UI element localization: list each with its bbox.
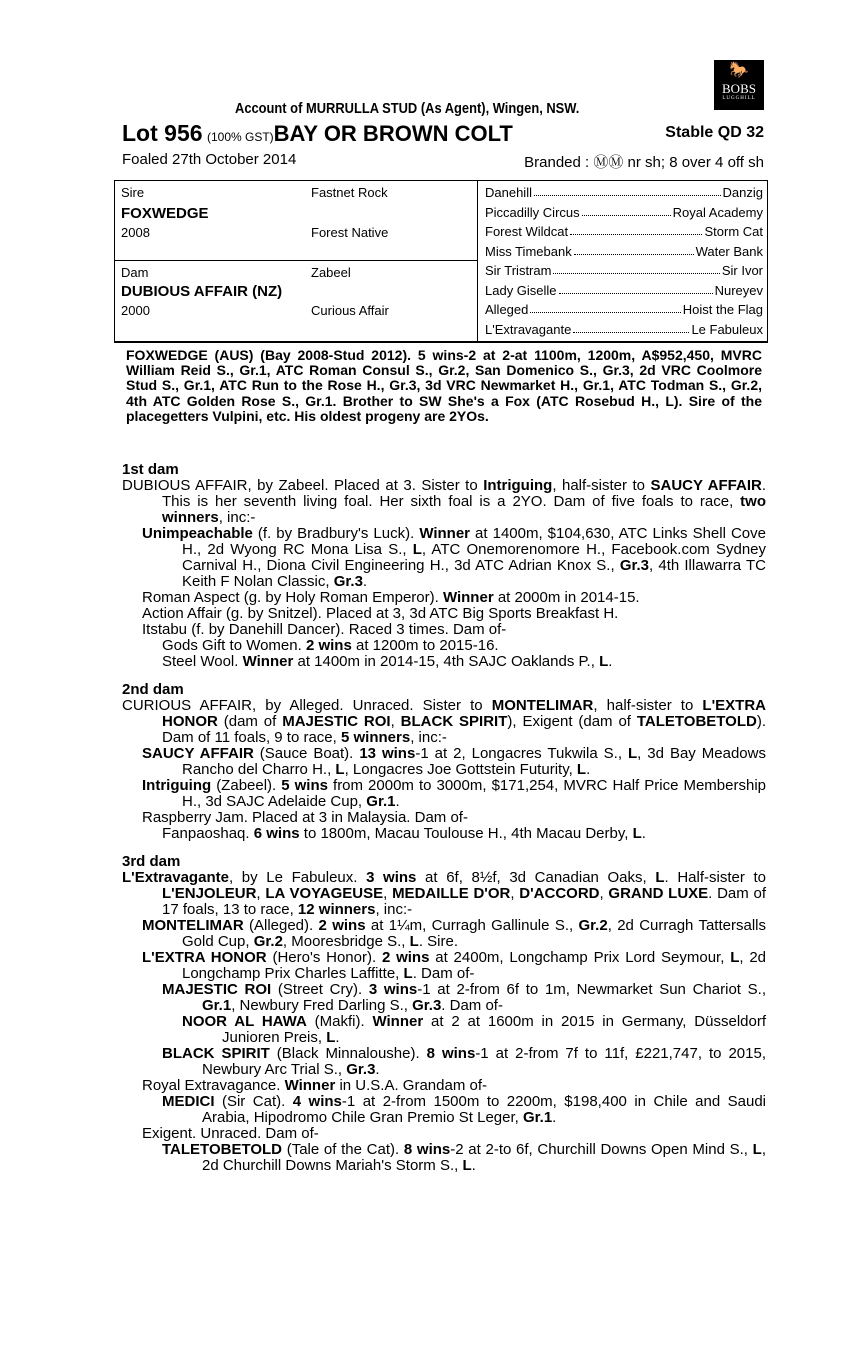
text: (Street Cry). <box>271 981 369 998</box>
pedigree-entry <box>122 590 766 606</box>
pedigree-table <box>114 180 768 343</box>
bold-text: 4 wins <box>292 1093 342 1110</box>
bold-text: L'ENJOLEUR <box>162 885 257 902</box>
pedigree-entry <box>122 778 766 810</box>
bold-text: L <box>752 1141 762 1158</box>
leader-dots <box>582 205 671 216</box>
ancestor-name: Miss Timebank <box>485 243 572 259</box>
pedigree-entry <box>122 982 766 1014</box>
dam-name: DUBIOUS AFFAIR (NZ) <box>121 283 283 300</box>
text: (Sauce Boat). <box>253 745 360 762</box>
text: ). Dam of 11 foals, 9 to race, <box>162 713 767 746</box>
ancestor-sire: Sir Ivor <box>721 263 763 278</box>
text: Gods Gift to Women. <box>162 637 306 654</box>
text: -1 at 2-from 1500m to 2200m, $198,400 in Chile and Saudi Arabia, Hipodromo Chile Gran Premio St Leger, <box>202 1093 766 1126</box>
pedigree-entry <box>122 1078 766 1094</box>
pedigree-entry <box>122 1094 766 1126</box>
bold-text: Winner <box>419 525 471 542</box>
bold-text: Gr.1 <box>522 1109 553 1126</box>
text: , <box>599 885 609 902</box>
pedigree-entry <box>122 526 766 590</box>
text: , Mooresbridge S., <box>282 933 410 950</box>
bold-text: L'EXTRA HONOR <box>142 949 267 966</box>
logo-text: BOBS <box>722 81 756 96</box>
text: , ATC Onemorenomore H., Facebook.com Sydney Carnival H., Diona Civil Engineering H., 3d ATC Adrian Knox S., <box>182 541 767 574</box>
sire-name: FOXWEDGE <box>121 205 209 222</box>
bold-text: TALETOBETOLD <box>162 1141 282 1158</box>
pedigree-entry <box>122 746 766 778</box>
bold-text: GRAND LUXE <box>608 885 709 902</box>
family-details <box>122 462 766 1174</box>
ancestor-row <box>485 322 763 337</box>
bold-text: L'EXTRA HONOR <box>162 697 766 730</box>
section-heading: 2nd dam <box>122 681 184 698</box>
text: -1 at 2-from 7f to 11f, £221,747, to 2015, Newbury Arc Trial S., <box>202 1045 767 1078</box>
pedigree-entry <box>122 810 766 826</box>
ancestor-row <box>485 302 763 317</box>
text: Itstabu (f. by Danehill Dancer). Raced 3 times. Dam of- <box>142 621 507 638</box>
ancestor-sire: Danzig <box>722 185 763 200</box>
text: at 1200m to 2015-16. <box>351 637 499 654</box>
sire-year: 2008 <box>121 225 150 240</box>
horse-description: BAY OR BROWN COLT <box>273 121 513 146</box>
bold-text: L <box>599 653 609 670</box>
text: . <box>608 653 613 670</box>
pedigree-entry <box>122 1014 766 1046</box>
bold-text: 8 wins <box>426 1045 476 1062</box>
bold-text: L <box>326 1029 336 1046</box>
ancestor-row <box>485 224 763 239</box>
text: . <box>362 573 368 590</box>
ancestor-name: L'Extravagante <box>485 321 572 337</box>
text: Raspberry Jam. Placed at 3 in Malaysia. Dam of- <box>142 809 468 826</box>
text: -2 at 2-to 6f, Churchill Downs Open Mind S., <box>450 1141 753 1158</box>
bold-text: L'Extravagante <box>122 869 229 886</box>
text: . <box>335 1029 340 1046</box>
text: , 2d Curragh Tattersalls Gold Cup, <box>182 917 766 950</box>
text: ), Exigent (dam of <box>507 713 637 730</box>
text: at 1¼m, Curragh Gallinule S., <box>365 917 579 934</box>
ancestor-name: Sir Tristram <box>485 263 552 278</box>
ancestor-sire: Hoist the Flag <box>682 302 763 317</box>
text: Action Affair (g. by Snitzel). Placed at 3, 3d ATC Big Sports Breakfast H. <box>142 605 619 622</box>
text: , inc:- <box>375 901 413 918</box>
ancestor-sire: Royal Academy <box>672 204 763 220</box>
bold-text: Intriguing <box>142 777 212 794</box>
text: at 2400m, Longchamp Prix Lord Seymour, <box>429 949 731 966</box>
text: to 1800m, Macau Toulouse H., 4th Macau Derby, <box>299 825 633 842</box>
text: from 2000m to 3000m, $171,254, MVRC Half Price Membership H., 3d SAJC Adelaide Cup, <box>182 777 766 810</box>
bold-text: 2 wins <box>381 949 430 966</box>
ancestor-row <box>485 283 763 298</box>
text: . <box>375 1061 380 1078</box>
bold-text: 2 wins <box>318 917 366 934</box>
ancestor-row <box>485 205 763 220</box>
brand-info: Branded : ⓂⓂ nr sh; 8 over 4 off sh <box>524 154 764 171</box>
bobs-logo <box>714 60 764 110</box>
text: , half-sister to <box>552 477 651 494</box>
text: (Zabeel). <box>211 777 282 794</box>
text: at 1400m in 2014-15, 4th SAJC Oaklands P., <box>293 653 600 670</box>
text: in U.S.A. Grandam of- <box>335 1077 488 1094</box>
ancestor-name: Danehill <box>485 185 532 200</box>
bold-text: 12 winners <box>297 901 376 918</box>
leader-dots <box>559 283 713 294</box>
bold-text: Winner <box>284 1077 336 1094</box>
ancestor-name: Alleged <box>485 302 529 317</box>
text: CURIOUS AFFAIR, by Alleged. Unraced. Sister to <box>122 697 492 714</box>
bold-text: 6 wins <box>253 825 300 842</box>
dam-label: Dam <box>121 265 149 280</box>
foaled-date: Foaled 27th October 2014 <box>122 151 297 168</box>
pedigree-entry <box>122 478 766 526</box>
bold-text: MEDAILLE D'OR <box>392 885 511 902</box>
bold-text: LA VOYAGEUSE <box>265 885 384 902</box>
text: , Newbury Fred Darling S., <box>231 997 413 1014</box>
text: (Makfi). <box>306 1013 373 1030</box>
leader-dots <box>553 263 719 274</box>
bold-text: L <box>627 745 638 762</box>
dam-dam: Curious Affair <box>311 303 389 318</box>
text: , 3d Bay Meadows Rancho del Charro H., <box>182 745 766 778</box>
bold-text: L <box>730 949 740 966</box>
text: , inc:- <box>218 509 256 526</box>
text: , <box>510 885 520 902</box>
ancestor-sire: Le Fabuleux <box>691 321 763 337</box>
bold-text: L <box>335 761 345 778</box>
bold-text: L <box>632 825 642 842</box>
text: at 2000m in 2014-15. <box>493 589 640 606</box>
text: , Longacres Joe Gottstein Futurity, <box>344 761 577 778</box>
bold-text: Winner <box>372 1013 424 1030</box>
text: . Half-sister to <box>664 869 766 886</box>
text: (Alleged). <box>243 917 319 934</box>
sire-sire: Fastnet Rock <box>311 185 388 200</box>
text: Royal Extravagance. <box>142 1077 285 1094</box>
text: (Sir Cat). <box>214 1093 293 1110</box>
bold-text: 13 wins <box>359 745 416 762</box>
ancestor-row <box>485 263 763 278</box>
pedigree-entry <box>122 638 766 654</box>
text: , 2d Longchamp Prix Charles Laffitte, <box>182 949 767 982</box>
text: . This is her seventh living foal. Her sixth foal is a 2YO. Dam of five foals to race, <box>162 477 767 510</box>
ancestor-name: Lady Giselle <box>485 282 557 298</box>
ancestor-row <box>485 185 763 200</box>
ancestor-name: Forest Wildcat <box>485 224 569 239</box>
bold-text: NOOR AL HAWA <box>182 1013 307 1030</box>
text: Steel Wool. <box>162 653 243 670</box>
bold-text: Gr.3 <box>412 997 442 1014</box>
bold-text: L <box>576 761 587 778</box>
bold-text: 5 winners <box>340 729 411 746</box>
leader-dots <box>574 244 694 255</box>
text: , <box>256 885 266 902</box>
text: , <box>390 713 401 730</box>
bold-text: MEDICI <box>162 1093 215 1110</box>
bold-text: TALETOBETOLD <box>636 713 757 730</box>
divider <box>477 181 478 341</box>
text: . <box>552 1109 557 1126</box>
pedigree-entry <box>122 622 766 638</box>
text: . <box>641 825 646 842</box>
bold-text: Intriguing <box>483 477 553 494</box>
pedigree-entry <box>122 1126 766 1142</box>
text: , 4th Illawarra TC Keith F Nolan Classic, <box>182 557 766 590</box>
bold-text: D'ACCORD <box>519 885 600 902</box>
dam-sire: Zabeel <box>311 265 351 280</box>
bold-text: SAUCY AFFAIR <box>650 477 762 494</box>
text: -1 at 2, Longacres Tukwila S., <box>415 745 628 762</box>
ancestor-row <box>485 244 763 259</box>
text: (Hero's Honor). <box>266 949 382 966</box>
text: at 6f, 8½f, 3d Canadian Oaks, <box>416 869 656 886</box>
bold-text: 5 wins <box>281 777 328 794</box>
text: , half-sister to <box>593 697 703 714</box>
text: (f. by Bradbury's Luck). <box>252 525 420 542</box>
text: -1 at 2-from 6f to 1m, Newmarket Sun Chariot S., <box>417 981 766 998</box>
text: . Sire. <box>418 933 458 950</box>
bold-text: SAUCY AFFAIR <box>142 745 254 762</box>
dam-year: 2000 <box>121 303 150 318</box>
text: (dam of <box>217 713 283 730</box>
bold-text: Gr.1 <box>202 997 232 1014</box>
text: DUBIOUS AFFAIR, by Zabeel. Placed at 3. Sister to <box>122 477 484 494</box>
text: , inc:- <box>410 729 447 746</box>
bold-text: L <box>412 541 422 558</box>
section-heading: 1st dam <box>122 461 179 478</box>
section-heading: 3rd dam <box>122 853 181 870</box>
lot-header <box>122 120 764 146</box>
ancestor-sire: Water Bank <box>695 243 763 259</box>
bold-text: Winner <box>242 653 294 670</box>
bold-text: BLACK SPIRIT <box>400 713 508 730</box>
text: . <box>586 761 591 778</box>
pedigree-entry <box>122 1046 766 1078</box>
pedigree-entry <box>122 698 766 746</box>
bold-text: Gr.2 <box>578 917 608 934</box>
leader-dots <box>530 302 680 313</box>
bold-text: MAJESTIC ROI <box>162 981 272 998</box>
text: . Dam of- <box>441 997 503 1014</box>
ancestor-name: Piccadilly Circus <box>485 204 580 220</box>
pedigree-entry <box>122 654 766 670</box>
bold-text: L <box>462 1157 472 1174</box>
bold-text: 3 wins <box>366 869 417 886</box>
divider <box>115 260 477 261</box>
bold-text: Gr.1 <box>366 793 396 810</box>
bold-text: L <box>403 965 413 982</box>
pedigree-entry <box>122 1142 766 1174</box>
bold-text: L <box>655 869 665 886</box>
text: at 1400m, $104,630, ATC Links Shell Cove H., 2d Wyong RC Mona Lisa S., <box>182 525 766 558</box>
bold-text: Gr.3 <box>346 1061 376 1078</box>
text: , by Le Fabuleux. <box>228 869 367 886</box>
logo-subtext: LUGGHILL <box>722 96 756 101</box>
pedigree-entry <box>122 826 766 842</box>
text: Exigent. Unraced. Dam of- <box>142 1125 319 1142</box>
bold-text: two winners <box>162 493 766 526</box>
bold-text: L <box>409 933 419 950</box>
sire-label: Sire <box>121 185 145 200</box>
text: . <box>395 793 400 810</box>
bold-text: Gr.2 <box>253 933 283 950</box>
pedigree-entry <box>122 870 766 918</box>
text: . Dam of 17 foals, 13 to race, <box>162 885 766 918</box>
bold-text: 2 wins <box>305 637 352 654</box>
bold-text: 8 wins <box>403 1141 451 1158</box>
text: (Black Minnaloushe). <box>269 1045 427 1062</box>
bold-text: MAJESTIC ROI <box>282 713 391 730</box>
text: Roman Aspect (g. by Holy Roman Emperor). <box>142 589 443 606</box>
bold-text: MONTELIMAR <box>142 917 244 934</box>
text: at 2 at 1600m in 2015 in Germany, Düsseldorf Junioren Preis, <box>222 1013 766 1046</box>
pedigree-entry <box>122 950 766 982</box>
leader-dots <box>534 185 721 196</box>
bold-text: Gr.3 <box>333 573 363 590</box>
text: , 2d Churchill Downs Mariah's Storm S., <box>202 1141 766 1174</box>
text: . <box>471 1157 476 1174</box>
bold-text: BLACK SPIRIT <box>162 1045 270 1062</box>
stable-location: Stable QD 32 <box>665 124 764 141</box>
ancestor-sire: Storm Cat <box>704 224 763 239</box>
bold-text: 3 wins <box>368 981 418 998</box>
vendor-account: Account of MURRULLA STUD (As Agent), Wingen, NSW. <box>235 100 580 117</box>
sire-summary: FOXWEDGE (AUS) (Bay 2008-Stud 2012). 5 wins-2 at 2-at 1100m, 1200m, A$952,450, MVRC William Reid S., Gr.1, ATC Roman Consul S., Gr.2, San Domenico S., Gr.3, 2d VRC Coolmore Stud S., Gr.1, ATC Run to the Rose H., Gr.3, 3d VRC Newmarket H., Gr.1, ATC Todman S., Gr.2, 4th ATC Golden Rose S., Gr.1. Brother to SW She's a Fox (ATC Rosebud H., L). Sire of the placegetters Vulpini, etc. His oldest progeny are 2YOs. <box>126 347 762 424</box>
gst-note: (100% GST) <box>206 130 274 144</box>
bold-text: Gr.3 <box>619 557 649 574</box>
horse-logo-icon: 🐎 <box>729 62 749 79</box>
pedigree-entry <box>122 918 766 950</box>
text: (Tale of the Cat). <box>282 1141 404 1158</box>
text: Fanpaoshaq. <box>162 825 254 842</box>
leader-dots <box>570 224 702 235</box>
text: , <box>383 885 393 902</box>
bold-text: MONTELIMAR <box>491 697 594 714</box>
text: . Dam of- <box>412 965 475 982</box>
lot-number: Lot 956 <box>122 120 203 146</box>
leader-dots <box>573 322 689 333</box>
bold-text: Winner <box>442 589 494 606</box>
sire-dam: Forest Native <box>311 225 389 240</box>
ancestor-sire: Nureyev <box>714 282 763 298</box>
bold-text: Unimpeachable <box>142 525 253 542</box>
pedigree-entry <box>122 606 766 622</box>
